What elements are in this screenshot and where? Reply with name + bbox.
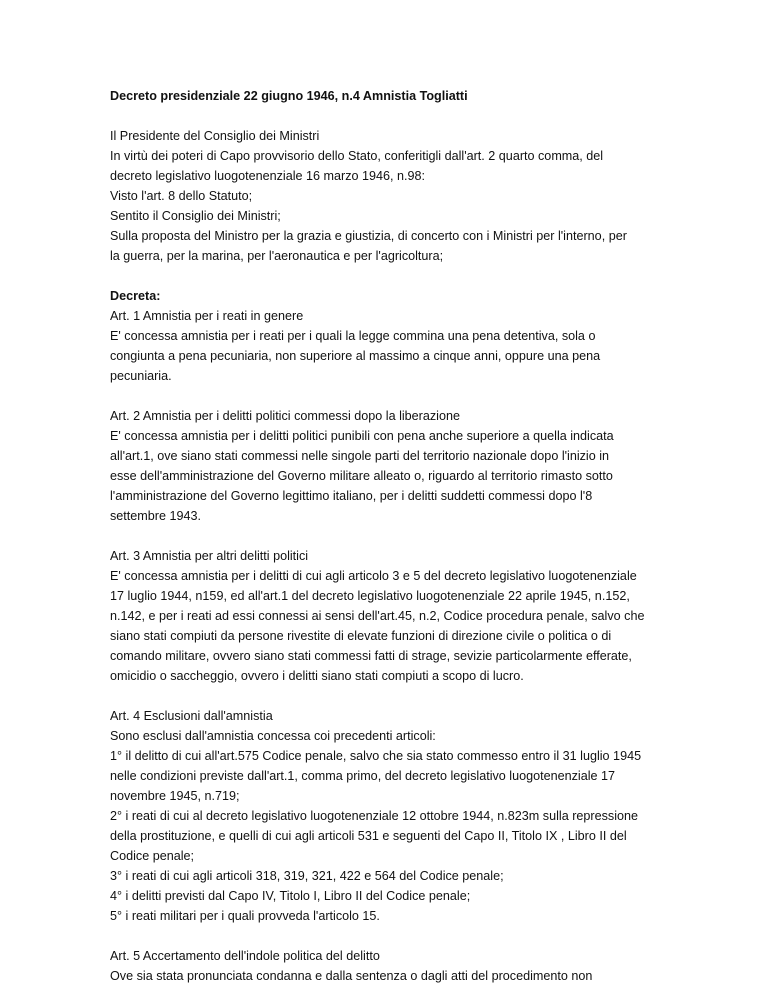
article-heading: Art. 1 Amnistia per i reati in genere bbox=[110, 309, 304, 323]
preamble bbox=[110, 126, 670, 266]
article-line: 2° i reati di cui al decreto legislativo luogotenenziale 12 ottobre 1944, n.823m sulla repressione bbox=[110, 809, 639, 823]
article-line: Ove sia stata pronunciata condanna e dalla sentenza o dagli atti del procedimento non bbox=[110, 969, 593, 983]
article-line: E' concessa amnistia per i reati per i quali la legge commina una pena detentiva, sola o bbox=[110, 329, 596, 343]
article-5 bbox=[110, 946, 670, 986]
article-line: 4° i delitti previsti dal Capo IV, Titolo I, Libro II del Codice penale; bbox=[110, 889, 471, 903]
article-2 bbox=[110, 406, 670, 526]
article-line: pecuniaria. bbox=[110, 369, 172, 383]
preamble-line: Il Presidente del Consiglio dei Ministri bbox=[110, 129, 320, 143]
article-line: 17 luglio 1944, n159, ed all'art.1 del decreto legislativo luogotenenziale 22 aprile 1945, n.152, bbox=[110, 589, 630, 603]
preamble-line: la guerra, per la marina, per l'aeronautica e per l'agricoltura; bbox=[110, 249, 444, 263]
article-line: Sono esclusi dall'amnistia concessa coi precedenti articoli: bbox=[110, 729, 436, 743]
article-line: E' concessa amnistia per i delitti politici punibili con pena anche superiore a quella indicata bbox=[110, 429, 614, 443]
article-line: congiunta a pena pecuniaria, non superiore al massimo a cinque anni, oppure una pena bbox=[110, 349, 601, 363]
article-line: esse dell'amministrazione del Governo militare alleato o, riguardo al territorio rimasto sotto bbox=[110, 469, 613, 483]
article-line: siano stati compiuti da persone rivestite di elevate funzioni di direzione civile o politica o di bbox=[110, 629, 612, 643]
article-heading: Art. 5 Accertamento dell'indole politica del delitto bbox=[110, 949, 380, 963]
article-line: settembre 1943. bbox=[110, 509, 202, 523]
article-line: l'amministrazione del Governo legittimo italiano, per i delitti suddetti commessi dopo l'8 bbox=[110, 489, 593, 503]
preamble-line: Visto l'art. 8 dello Statuto; bbox=[110, 189, 253, 203]
article-line: Codice penale; bbox=[110, 849, 195, 863]
preamble-line: Sentito il Consiglio dei Ministri; bbox=[110, 209, 281, 223]
article-3 bbox=[110, 546, 670, 686]
article-heading: Art. 4 Esclusioni dall'amnistia bbox=[110, 709, 273, 723]
document-title: Decreto presidenziale 22 giugno 1946, n.4 Amnistia Togliatti bbox=[110, 89, 468, 103]
article-heading: Art. 3 Amnistia per altri delitti politici bbox=[110, 549, 309, 563]
article-line: n.142, e per i reati ad essi connessi ai sensi dell'art.45, n.2, Codice procedura penale, salvo che bbox=[110, 609, 645, 623]
decreta-label: Decreta: bbox=[110, 289, 161, 303]
article-1 bbox=[110, 286, 670, 386]
article-line: all'art.1, ove siano stati commessi nelle singole parti del territorio nazionale dopo l'inizio in bbox=[110, 449, 610, 463]
article-line: 1° il delitto di cui all'art.575 Codice penale, salvo che sia stato commesso entro il 31 luglio 1945 bbox=[110, 749, 642, 763]
article-line: comando militare, ovvero siano stati commessi fatti di strage, sevizie particolarmente efferate, bbox=[110, 649, 632, 663]
preamble-line: Sulla proposta del Ministro per la grazia e giustizia, di concerto con i Ministri per l'interno, per bbox=[110, 229, 627, 243]
preamble-line: decreto legislativo luogotenenziale 16 marzo 1946, n.98: bbox=[110, 169, 426, 183]
article-line: 5° i reati militari per i quali provveda l'articolo 15. bbox=[110, 909, 380, 923]
article-4 bbox=[110, 706, 670, 926]
preamble-line: In virtù dei poteri di Capo provvisorio dello Stato, conferitigli dall'art. 2 quarto comma, del bbox=[110, 149, 604, 163]
article-line: E' concessa amnistia per i delitti di cui agli articolo 3 e 5 del decreto legislativo luogotenenziale bbox=[110, 569, 637, 583]
article-line: della prostituzione, e quelli di cui agli articoli 531 e seguenti del Capo II, Titolo IX , Libro II del bbox=[110, 829, 627, 843]
article-line: novembre 1945, n.719; bbox=[110, 789, 240, 803]
article-line: omicidio o saccheggio, ovvero i delitti siano stati compiuti a scopo di lucro. bbox=[110, 669, 524, 683]
article-heading: Art. 2 Amnistia per i delitti politici commessi dopo la liberazione bbox=[110, 409, 460, 423]
article-line: 3° i reati di cui agli articoli 318, 319, 321, 422 e 564 del Codice penale; bbox=[110, 869, 504, 883]
document-page bbox=[110, 86, 670, 1006]
article-line: nelle condizioni previste dall'art.1, comma primo, del decreto legislativo luogotenenziale 17 bbox=[110, 769, 616, 783]
